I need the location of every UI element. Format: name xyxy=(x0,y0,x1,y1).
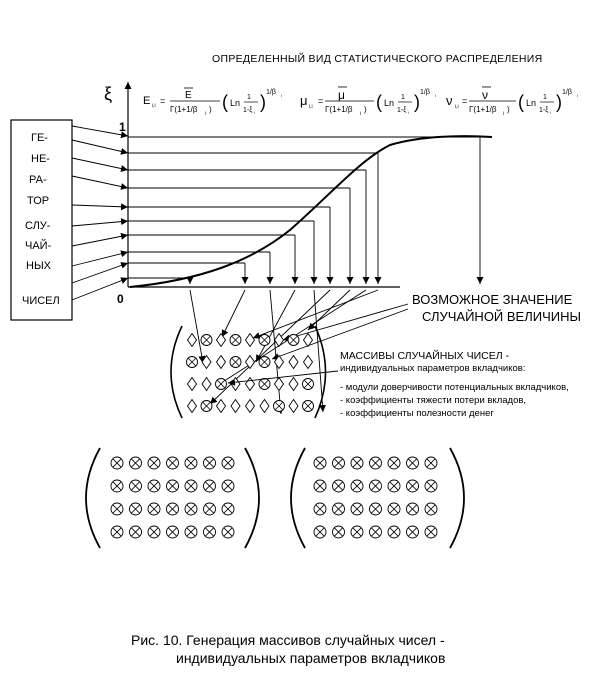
crossed-circle-icon xyxy=(230,335,241,346)
formula-nu-lhs-sub: i,i xyxy=(455,104,459,110)
crossed-circle-icon xyxy=(187,357,198,368)
crossed-circle-icon xyxy=(201,401,212,412)
crossed-circle-icon xyxy=(274,401,285,412)
diamond-icon xyxy=(188,334,197,347)
possible-value-line2: СЛУЧАЙНОЙ ВЕЛИЧИНЫ xyxy=(422,309,582,324)
diamond-icon xyxy=(217,400,226,413)
arrays-item: - коэффициенты тяжести потери вкладов, xyxy=(340,395,527,406)
diamond-icon xyxy=(260,400,269,413)
array3-bracket-left xyxy=(291,448,305,548)
generator-line: НЕ- xyxy=(31,153,50,165)
crossed-circle-icon xyxy=(222,503,234,515)
crossed-circle-icon xyxy=(425,526,437,538)
crossed-circle-icon xyxy=(130,480,142,492)
formula-nu-power: 1/β xyxy=(562,89,572,96)
svg-text:(: ( xyxy=(222,92,228,112)
crossed-circle-icon xyxy=(230,357,241,368)
caption-line1: Рис. 10. Генерация массивов случайных чисел - xyxy=(131,632,445,648)
diamond-icon xyxy=(217,356,226,369)
crossed-circle-icon xyxy=(407,526,419,538)
crossed-circle-icon xyxy=(388,503,400,515)
crossed-circle-icon xyxy=(167,457,179,469)
svg-text:(: ( xyxy=(518,92,524,112)
caption-line2: индивидуальных параметров вкладчиков xyxy=(176,650,446,666)
crossed-circle-icon xyxy=(185,526,197,538)
formula-mu-frac-num: 1 xyxy=(401,94,405,101)
projection-lines xyxy=(128,137,480,284)
origin-label: 0 xyxy=(117,292,124,306)
crossed-circle-icon xyxy=(130,457,142,469)
svg-text:i: i xyxy=(435,93,436,98)
mixed-array xyxy=(187,334,314,413)
crossed-circle-icon xyxy=(314,503,326,515)
svg-text:): ) xyxy=(364,105,367,114)
formula-e-frac-num: 1 xyxy=(247,94,251,101)
crossed-circle-icon xyxy=(148,503,160,515)
formula-e-den: Γ(1+1/β xyxy=(170,105,198,114)
formula-nu-den-sub: i xyxy=(503,111,505,117)
crossed-circle-icon xyxy=(407,457,419,469)
crossed-circle-icon xyxy=(388,457,400,469)
diamond-icon xyxy=(275,378,284,391)
formula-nu-den: Γ(1+1/β xyxy=(469,105,497,114)
formula-nu-lhs: ν xyxy=(446,93,453,108)
diamond-icon xyxy=(188,378,197,391)
crossed-circle-icon xyxy=(425,457,437,469)
svg-text:=: = xyxy=(462,96,468,106)
formula-e xyxy=(143,88,282,117)
formula-mu xyxy=(300,87,436,117)
crossed-circle-icon xyxy=(407,480,419,492)
formula-e-frac-den-sub: i xyxy=(254,110,255,115)
crossed-circle-icon xyxy=(314,457,326,469)
formula-nu-frac-den-sub: i xyxy=(550,110,551,115)
arrays-item: - модули доверчивости потенциальных вкладчиков, xyxy=(340,382,569,393)
formula-mu-frac-den: 1-ξ xyxy=(397,107,407,114)
arrays-title: МАССИВЫ СЛУЧАЙНЫХ ЧИСЕЛ - xyxy=(340,350,510,362)
crossed-circle-icon xyxy=(425,480,437,492)
formula-e-den-sub: i xyxy=(205,111,207,117)
crossed-circle-icon xyxy=(351,526,363,538)
formula-e-lhs: E xyxy=(143,95,151,107)
diamond-icon xyxy=(188,400,197,413)
crossed-circle-icon xyxy=(259,379,270,390)
possible-value-line1: ВОЗМОЖНОЕ ЗНАЧЕНИЕ xyxy=(412,292,573,307)
svg-text:): ) xyxy=(556,92,562,112)
crossed-circle-icon xyxy=(288,335,299,346)
crossed-circle-icon xyxy=(370,526,382,538)
formula-mu-ln: Ln xyxy=(384,98,395,108)
crossed-circle-icon xyxy=(222,480,234,492)
crossed-circle-icon xyxy=(351,457,363,469)
array-bracket-left xyxy=(171,326,182,418)
crossed-circle-icon xyxy=(259,357,270,368)
crossed-circle-icon xyxy=(167,480,179,492)
crossed-circle-icon xyxy=(388,526,400,538)
svg-text:(: ( xyxy=(376,92,382,112)
y-max-label: 1 xyxy=(119,120,126,134)
crossed-circle-icon xyxy=(167,503,179,515)
crossed-circle-icon xyxy=(259,335,270,346)
formula-nu xyxy=(446,87,578,117)
diamond-icon xyxy=(289,400,298,413)
array3-bracket-right xyxy=(450,448,464,548)
crossed-circle-icon xyxy=(204,526,216,538)
crossed-circle-icon xyxy=(148,480,160,492)
diamond-icon xyxy=(217,334,226,347)
formula-mu-lhs: μ xyxy=(300,93,308,108)
diamond-icon xyxy=(246,334,255,347)
generator-line: НЫХ xyxy=(26,260,52,272)
crossed-circle-icon xyxy=(388,480,400,492)
formula-nu-num: ν xyxy=(482,88,488,102)
generator-line: ЧИСЕЛ xyxy=(22,295,60,307)
diamond-icon xyxy=(246,400,255,413)
array-left xyxy=(111,457,234,538)
diamond-icon xyxy=(289,378,298,391)
crossed-circle-icon xyxy=(314,526,326,538)
formula-mu-num: μ xyxy=(338,88,345,102)
array2-bracket-right xyxy=(245,448,259,548)
diamond-icon xyxy=(202,356,211,369)
distribution-curve xyxy=(130,136,492,287)
crossed-circle-icon xyxy=(425,503,437,515)
formula-mu-power: 1/β xyxy=(420,89,430,96)
svg-text:=: = xyxy=(318,96,324,106)
formula-e-frac-den: 1-ξ xyxy=(243,107,253,114)
formula-e-power: 1/β xyxy=(266,89,276,96)
crossed-circle-icon xyxy=(185,503,197,515)
formula-mu-den: Γ(1+1/β xyxy=(325,105,353,114)
generator-line: СЛУ- xyxy=(25,220,51,232)
formula-e-lhs-sub: i,i xyxy=(152,103,156,109)
formula-mu-frac-den-sub: i xyxy=(408,110,409,115)
y-axis-symbol: ξ xyxy=(104,84,113,104)
crossed-circle-icon xyxy=(111,503,123,515)
formula-nu-ln: Ln xyxy=(526,98,537,108)
svg-text:i: i xyxy=(281,93,282,98)
crossed-circle-icon xyxy=(303,401,314,412)
diamond-icon xyxy=(231,400,240,413)
arrays-subtitle: индивидуальных параметров вкладчиков: xyxy=(340,363,526,374)
diamond-icon xyxy=(304,356,313,369)
crossed-circle-icon xyxy=(130,526,142,538)
crossed-circle-icon xyxy=(111,457,123,469)
crossed-circle-icon xyxy=(370,503,382,515)
crossed-circle-icon xyxy=(111,480,123,492)
crossed-circle-icon xyxy=(333,480,345,492)
svg-text:): ) xyxy=(260,92,266,112)
crossed-circle-icon xyxy=(185,480,197,492)
svg-text:i: i xyxy=(577,93,578,98)
crossed-circle-icon xyxy=(148,526,160,538)
crossed-circle-icon xyxy=(185,457,197,469)
crossed-circle-icon xyxy=(167,526,179,538)
crossed-circle-icon xyxy=(204,457,216,469)
crossed-circle-icon xyxy=(111,526,123,538)
crossed-circle-icon xyxy=(216,379,227,390)
crossed-circle-icon xyxy=(303,379,314,390)
crossed-circle-icon xyxy=(201,335,212,346)
diagram-title: ОПРЕДЕЛЕННЫЙ ВИД СТАТИСТИЧЕСКОГО РАСПРЕДЕЛЕНИЯ xyxy=(212,53,543,65)
crossed-circle-icon xyxy=(333,526,345,538)
crossed-circle-icon xyxy=(204,480,216,492)
diamond-icon xyxy=(246,378,255,391)
formula-e-ln: Ln xyxy=(230,98,241,108)
arrays-pointer xyxy=(228,371,338,383)
crossed-circle-icon xyxy=(130,503,142,515)
crossed-circle-icon xyxy=(407,503,419,515)
generator-arrows xyxy=(72,126,128,300)
crossed-circle-icon xyxy=(222,457,234,469)
formula-e-num: E xyxy=(185,90,192,101)
crossed-circle-icon xyxy=(148,457,160,469)
svg-text:): ) xyxy=(507,105,510,114)
diamond-icon xyxy=(231,378,240,391)
formula-mu-lhs-sub: i,i xyxy=(309,104,313,110)
formula-mu-den-sub: i xyxy=(360,111,362,117)
array2-bracket-left xyxy=(86,448,100,548)
crossed-circle-icon xyxy=(333,457,345,469)
arrays-item: - коэффициенты полезности денег xyxy=(340,408,494,419)
generator-line: РА- xyxy=(29,174,47,186)
crossed-circle-icon xyxy=(351,480,363,492)
crossed-circle-icon xyxy=(314,480,326,492)
generator-line: ЧАЙ- xyxy=(25,240,52,252)
crossed-circle-icon xyxy=(222,526,234,538)
diamond-icon xyxy=(202,378,211,391)
diamond-icon xyxy=(289,356,298,369)
crossed-circle-icon xyxy=(370,480,382,492)
crossed-circle-icon xyxy=(370,457,382,469)
svg-text:): ) xyxy=(414,92,420,112)
svg-text:): ) xyxy=(209,105,212,114)
generator-line: ТОР xyxy=(27,195,50,207)
formula-nu-frac-num: 1 xyxy=(543,94,547,101)
array-right xyxy=(314,457,437,538)
crossed-circle-icon xyxy=(333,503,345,515)
crossed-circle-icon xyxy=(351,503,363,515)
crossed-circle-icon xyxy=(204,503,216,515)
svg-text:=: = xyxy=(160,96,166,106)
generator-line: ГЕ- xyxy=(31,132,48,144)
formula-nu-frac-den: 1-ξ xyxy=(539,107,549,114)
